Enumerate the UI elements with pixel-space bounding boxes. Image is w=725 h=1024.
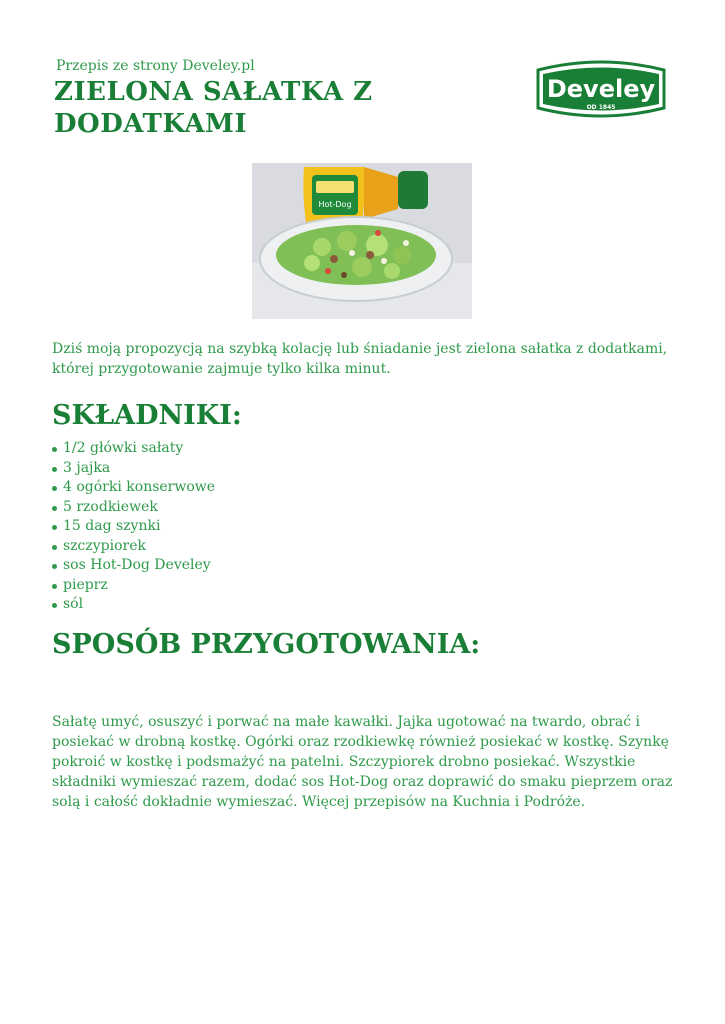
list-item: pieprz xyxy=(52,576,215,596)
bottle-label-text: Hot-Dog xyxy=(318,200,352,209)
source-line: Przepis ze strony Develey.pl xyxy=(56,58,255,74)
list-item: 4 ogórki konserwowe xyxy=(52,478,215,498)
list-item: sos Hot-Dog Develey xyxy=(52,556,215,576)
intro-paragraph: Dziś moją propozycją na szybką kolację lub śniadanie jest zielona sałatka z dodatkami, której przygotowanie zajmuje tylko kilka minut. xyxy=(52,341,668,377)
logo-brand-text: Develey xyxy=(546,75,656,103)
list-item: 1/2 główki sałaty xyxy=(52,439,215,459)
list-item: 15 dag szynki xyxy=(52,517,215,537)
method-heading: SPOSÓB PRZYGOTOWANIA: xyxy=(52,629,481,660)
develey-logo xyxy=(532,58,670,124)
list-item: 3 jajka xyxy=(52,459,215,479)
salad-photo xyxy=(252,163,472,319)
bottle-cap xyxy=(398,171,428,209)
ingredients-list xyxy=(52,439,215,615)
ingredients-heading: SKŁADNIKI: xyxy=(52,400,242,431)
list-item: szczypiorek xyxy=(52,537,215,557)
recipe-title: ZIELONA SAŁATKA Z DODATKAMI xyxy=(54,77,373,139)
logo-since-text: OD 1845 xyxy=(586,104,616,111)
method-paragraph: Sałatę umyć, osuszyć i porwać na małe kawałki. Jajka ugotować na twardo, obrać i posiekać w drobną kostkę. Ogórki oraz rzodkiewkę również posiekać w kostkę. Szynkę pokroić w kostkę i podsmażyć na patelni. Szczypiorek drobno posiekać. Wszystkie składniki wymieszać razem, dodać sos Hot-Dog oraz doprawić do smaku pieprzem oraz solą i całość dokładnie wymieszać. Więcej przepisów na Kuchnia i Podróże. xyxy=(52,714,673,810)
list-item: sól xyxy=(52,595,215,615)
list-item: 5 rzodkiewek xyxy=(52,498,215,518)
